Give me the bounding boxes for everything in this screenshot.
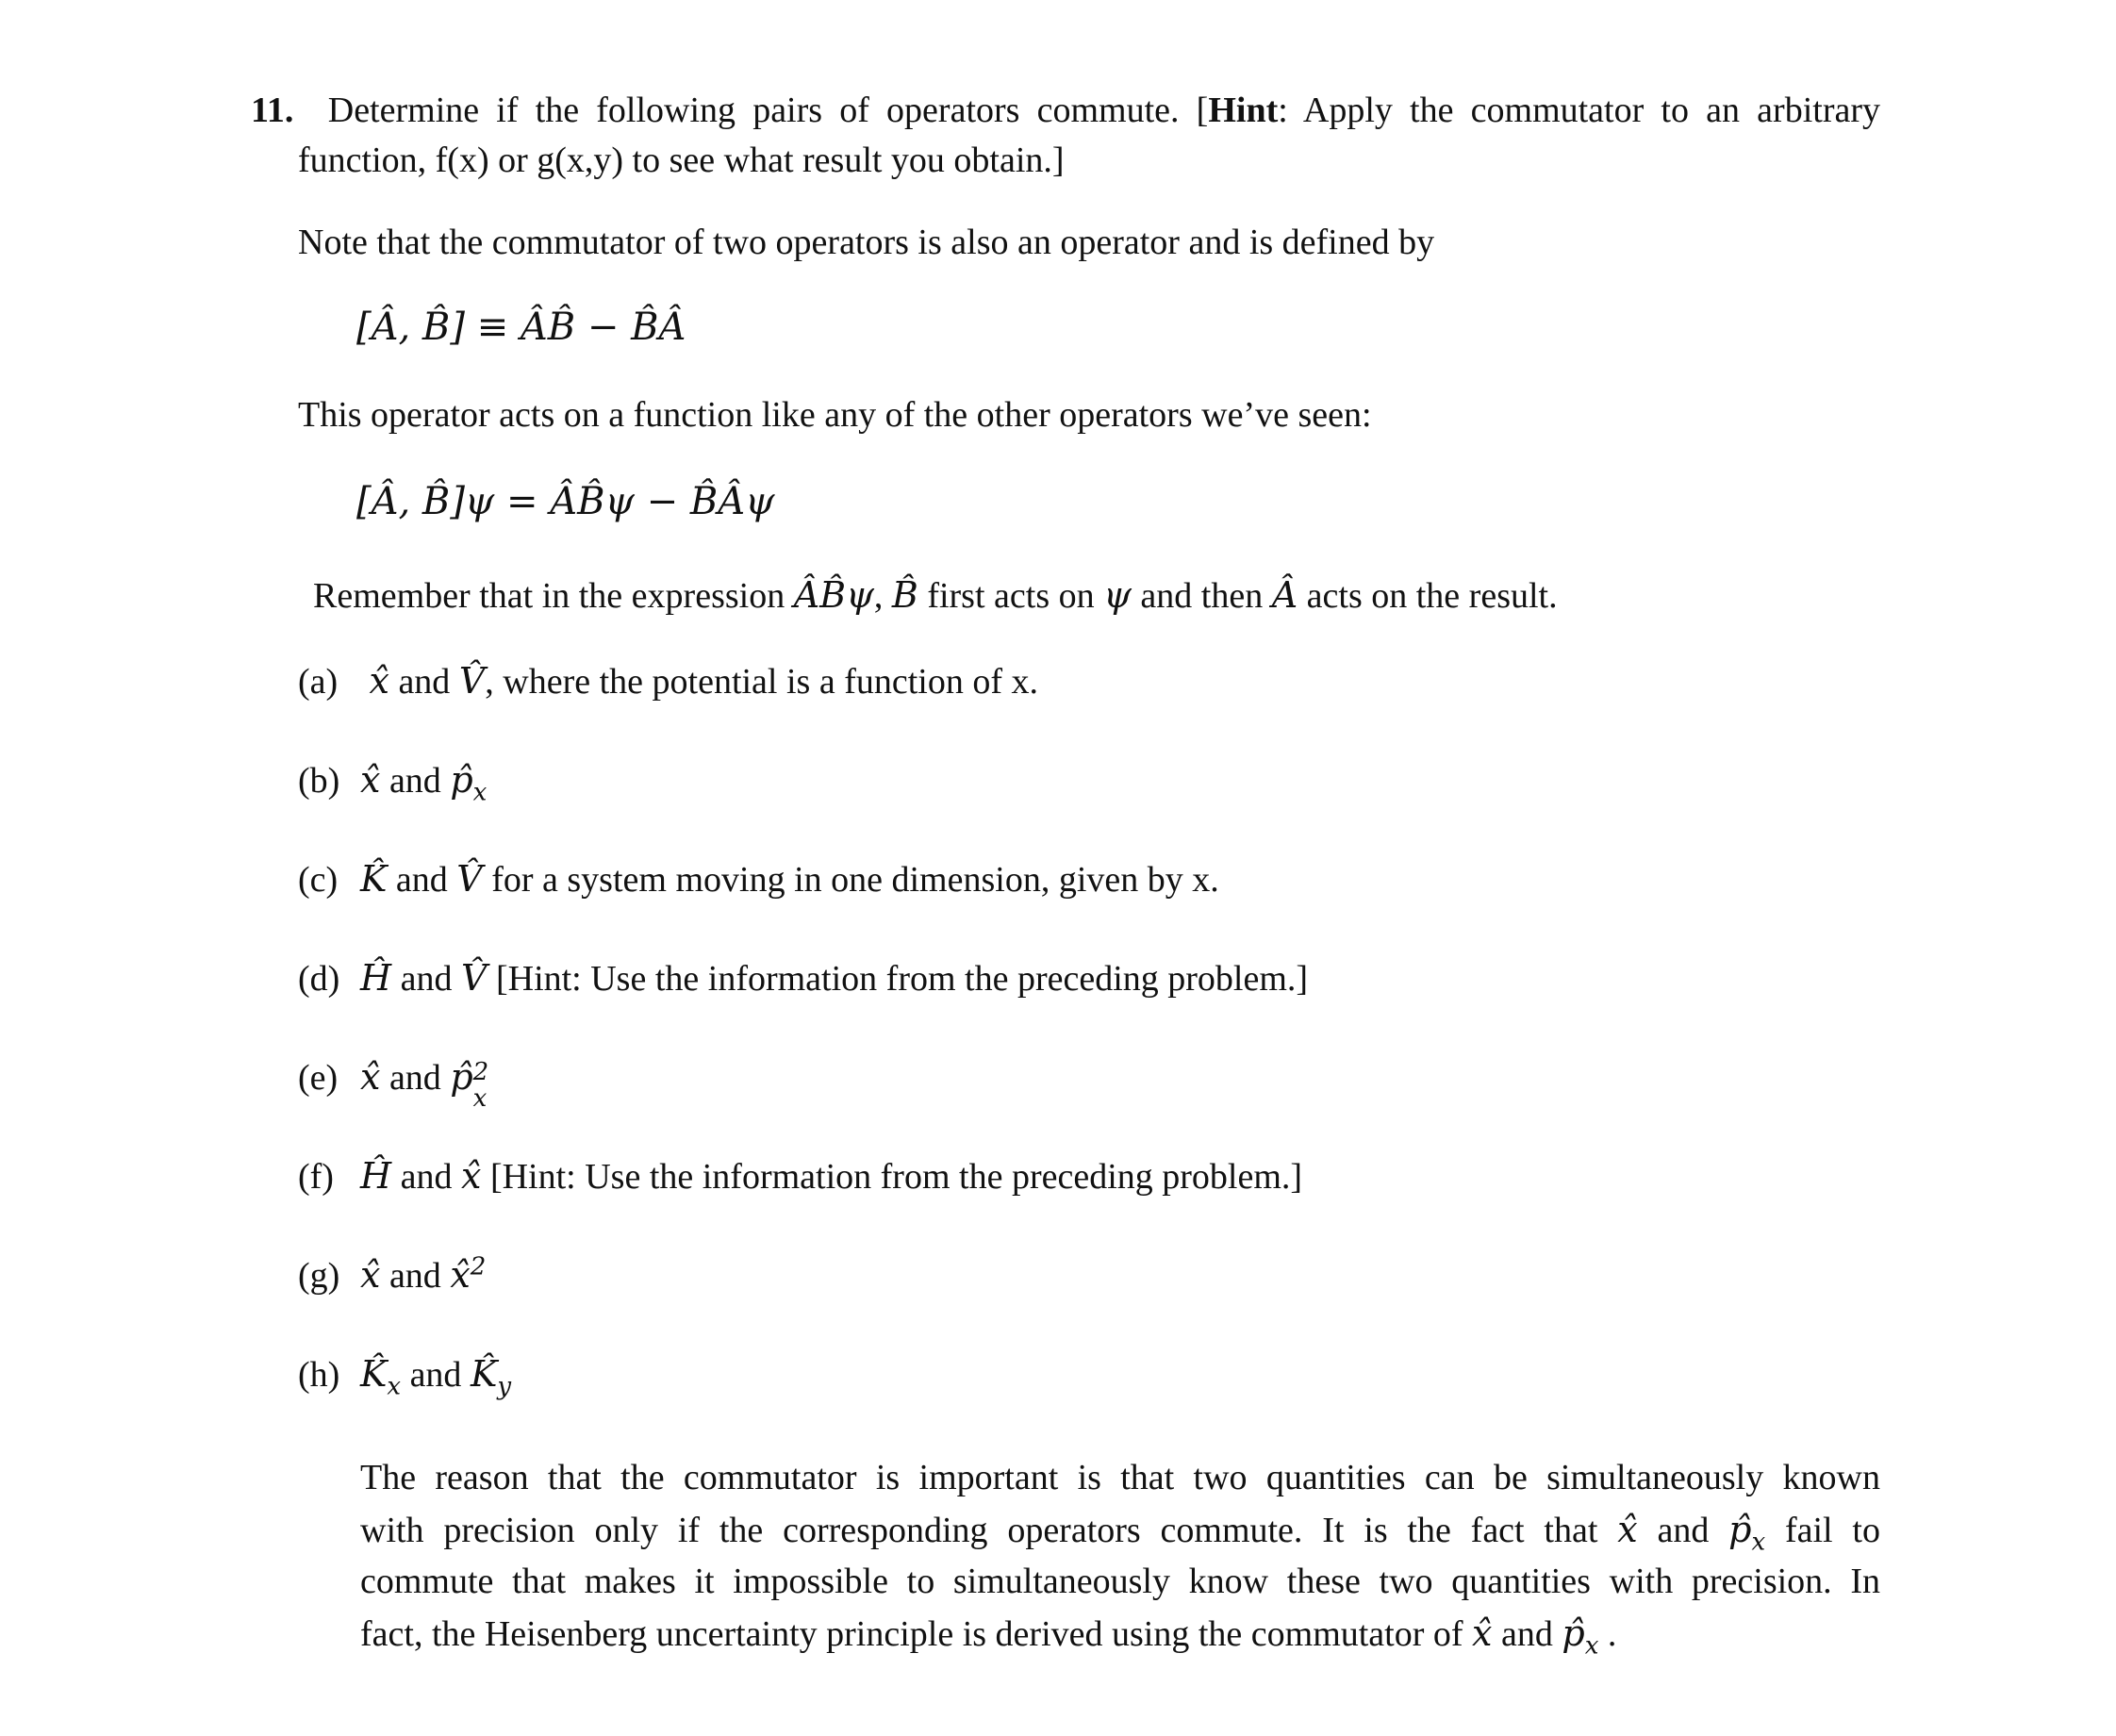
- note-text: Note that the commutator of two operators is also an operator and is defined by: [298, 223, 1435, 262]
- closing-line-2-and: and: [1637, 1511, 1729, 1550]
- operator-2: V̂: [458, 660, 486, 702]
- problem-intro-line1: [251, 85, 1880, 136]
- operator-2: p̂: [450, 1056, 473, 1098]
- part-g: [298, 1249, 486, 1301]
- part-label: (b): [298, 761, 340, 801]
- problem-intro-line2: function, f(x) or g(x,y) to see what result you obtain.]: [298, 141, 1065, 180]
- part-description: [Hint: Use the information from the preceding problem.]: [487, 959, 1309, 999]
- part-c: [298, 853, 1219, 905]
- part-label: (h): [298, 1355, 340, 1395]
- part-label: (d): [298, 959, 340, 999]
- operator-1-subscript: x: [387, 1372, 402, 1401]
- closing-line-2-x-op: x̂: [1617, 1509, 1638, 1550]
- operator-1: x̂: [360, 759, 381, 801]
- closing-line-2-text-b: fail to: [1765, 1511, 1880, 1550]
- part-label: (g): [298, 1256, 340, 1296]
- remember-expr: ÂB̂ψ: [793, 574, 874, 616]
- part-f: [298, 1150, 1302, 1202]
- part-description: , where the potential is a function of x.: [485, 662, 1038, 702]
- part-a: [298, 655, 1038, 707]
- intro-text-after: : Apply the commutator to an arbitrary: [1278, 91, 1880, 130]
- hint-word: Hint: [1208, 91, 1279, 130]
- problem-number: 11.: [251, 91, 294, 130]
- operator-2-subscript: x: [472, 778, 488, 807]
- and-text: and: [380, 761, 451, 801]
- operator-2: K̂: [470, 1353, 498, 1395]
- closing-line-2-text-a: with precision only if the corresponding operators commute. It is the fact that: [360, 1511, 1618, 1550]
- operator-2: V̂: [456, 858, 483, 900]
- operator-1: Ĥ: [360, 957, 392, 999]
- operator-1: x̂: [360, 1254, 381, 1296]
- part-label: (c): [298, 860, 339, 900]
- operator-2-superscript: 2: [470, 1252, 487, 1281]
- commutator-action-equation: [Â, B̂]ψ = ÂB̂ψ − B̂Âψ: [356, 480, 775, 523]
- closing-line-1: The reason that the commutator is important is that two quantities can be simultaneously known: [360, 1458, 1880, 1497]
- closing-line-2-p-sub: x: [1751, 1528, 1766, 1557]
- remember-text-5: acts on the result.: [1298, 576, 1558, 616]
- operator-1: x̂: [360, 1056, 381, 1098]
- closing-line-4-and: and: [1492, 1614, 1562, 1654]
- closing-line-4-text-b: .: [1598, 1614, 1617, 1654]
- acts-text: This operator acts on a function like any of the other operators we’ve seen:: [298, 395, 1372, 435]
- and-text: and: [388, 662, 459, 702]
- closing-line-4-p-op: p̂: [1562, 1612, 1585, 1654]
- operator-2: p̂: [450, 759, 473, 801]
- remember-text-2: ,: [873, 576, 892, 616]
- operator-1: x̂: [369, 660, 389, 702]
- part-description: for a system moving in one dimension, given by x.: [482, 860, 1219, 900]
- operator-2: x̂: [461, 1155, 482, 1197]
- part-d: [298, 952, 1308, 1004]
- operator-2-subscript: y: [497, 1372, 512, 1401]
- closing-line-4-x-op: x̂: [1472, 1612, 1493, 1654]
- part-label: (e): [298, 1058, 339, 1098]
- operator-2: x̂: [450, 1254, 471, 1296]
- operator-1: Ĥ: [360, 1155, 392, 1197]
- operator-1: K̂: [360, 1353, 388, 1395]
- closing-line-3: commute that makes it impossible to simultaneously know these two quantities with precision. In: [360, 1562, 1880, 1601]
- intro-text-before: Determine if the following pairs of operators commute. [: [327, 91, 1209, 130]
- operator-2: V̂: [461, 957, 488, 999]
- part-label: (f): [298, 1157, 334, 1197]
- remember-text-4: and then: [1131, 576, 1272, 616]
- and-text: and: [391, 1157, 462, 1197]
- remember-text-3: first acts on: [917, 576, 1104, 616]
- part-description: [Hint: Use the information from the preceding problem.]: [481, 1157, 1303, 1197]
- remember-b-op: B̂: [891, 574, 918, 616]
- part-e: (e) x̂ and p̂ 2 x: [298, 1051, 494, 1103]
- remember-sentence: [313, 570, 1558, 621]
- operator-1: K̂: [360, 858, 388, 900]
- part-b: [298, 754, 487, 806]
- and-text: and: [391, 959, 462, 999]
- closing-paragraph: [360, 1452, 1880, 1660]
- remember-text-1: Remember that in the expression: [313, 576, 794, 616]
- and-text: and: [401, 1355, 471, 1395]
- closing-line-4-p-sub: x: [1584, 1631, 1599, 1661]
- and-text: and: [387, 860, 457, 900]
- remember-a-op: Â: [1271, 574, 1298, 616]
- and-text: and: [380, 1256, 451, 1296]
- part-label: (a): [298, 662, 339, 702]
- closing-line-4-text-a: fact, the Heisenberg uncertainty principle is derived using the commutator of: [360, 1614, 1473, 1654]
- part-h: [298, 1348, 511, 1400]
- closing-line-2: [360, 1504, 1880, 1556]
- closing-line-2-p-op: p̂: [1728, 1509, 1752, 1550]
- commutator-definition: [Â, B̂] ≡ ÂB̂ − B̂Â: [356, 306, 686, 349]
- and-text: and: [380, 1058, 451, 1098]
- closing-line-4: [360, 1608, 1880, 1660]
- remember-psi: ψ: [1103, 574, 1132, 616]
